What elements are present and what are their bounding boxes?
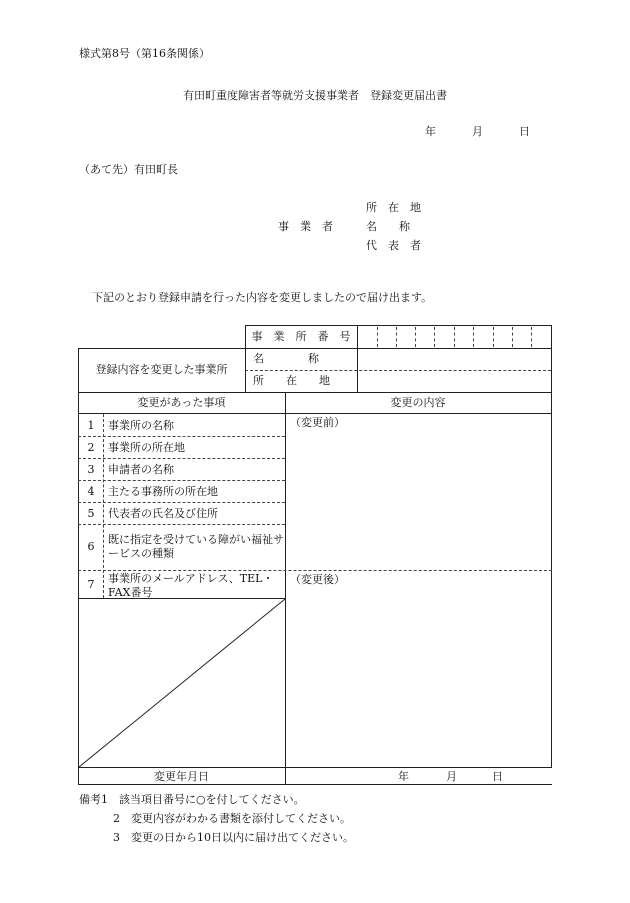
change-content-header: 変更の内容 [390, 396, 446, 409]
change-date-day: 日 [492, 770, 503, 783]
date-year: 年 [425, 125, 436, 138]
office-location-field[interactable] [358, 371, 551, 391]
after-content-field[interactable] [286, 590, 550, 766]
applicant-location-label: 所 在 地 [366, 201, 421, 214]
item-text: 事業所の所在地 [108, 441, 185, 454]
item-number: 3 [87, 463, 95, 476]
addressee: （あて先）有田町長 [79, 163, 178, 176]
applicant-representative-label: 代 表 者 [366, 239, 421, 252]
before-label: （変更前） [290, 416, 345, 429]
before-content-field[interactable] [286, 432, 550, 569]
form-title: 有田町重度障害者等就労支援事業者 登録変更届出書 [183, 89, 447, 102]
date-day: 日 [519, 125, 530, 138]
note-3: 3 変更の日から10日以内に届け出てください。 [113, 831, 354, 844]
applicant-group-label: 事 業 者 [278, 220, 333, 233]
item-number: 7 [87, 578, 95, 591]
changed-items-header: 変更があった事項 [137, 396, 226, 409]
office-number-field[interactable] [358, 326, 551, 347]
item-number: 6 [87, 540, 95, 553]
item-text: 事業所のメールアドレス、TEL・FAX番号 [108, 572, 274, 599]
date-month: 月 [472, 125, 483, 138]
office-name-field[interactable] [358, 349, 551, 369]
note-1: 備考1 該当項目番号に○を付してください。 [79, 793, 305, 806]
item-number: 2 [87, 441, 95, 454]
change-date-label: 変更年月日 [154, 770, 209, 783]
applicant-name-label: 名 称 [366, 220, 410, 233]
note-2: 2 変更内容がわかる書類を添付してください。 [113, 812, 351, 825]
item-number: 1 [87, 419, 95, 432]
item-text: 申請者の名称 [108, 463, 174, 476]
changed-office-label: 登録内容を変更した事業所 [95, 363, 228, 376]
item-text: 主たる事務所の所在地 [108, 485, 218, 498]
intro-text: 下記のとおり登録申請を行った内容を変更しましたので届け出ます。 [92, 291, 433, 304]
diagonal-strike [78, 598, 286, 768]
form-number: 様式第8号（第16条関係） [79, 47, 210, 60]
item-number: 5 [87, 507, 95, 520]
item-text: 代表者の氏名及び住所 [108, 507, 218, 520]
change-date-year: 年 [398, 770, 409, 783]
office-number-label: 事 業 所 番 号 [251, 330, 351, 343]
change-date-month: 月 [446, 770, 457, 783]
office-location-label: 所 在 地 [253, 374, 330, 387]
item-text: 既に指定を受けている障がい福祉サービスの種類 [108, 533, 284, 560]
item-text: 事業所の名称 [108, 419, 174, 432]
office-name-label: 名 称 [253, 352, 319, 365]
after-label: （変更後） [290, 573, 345, 586]
item-number: 4 [87, 485, 95, 498]
